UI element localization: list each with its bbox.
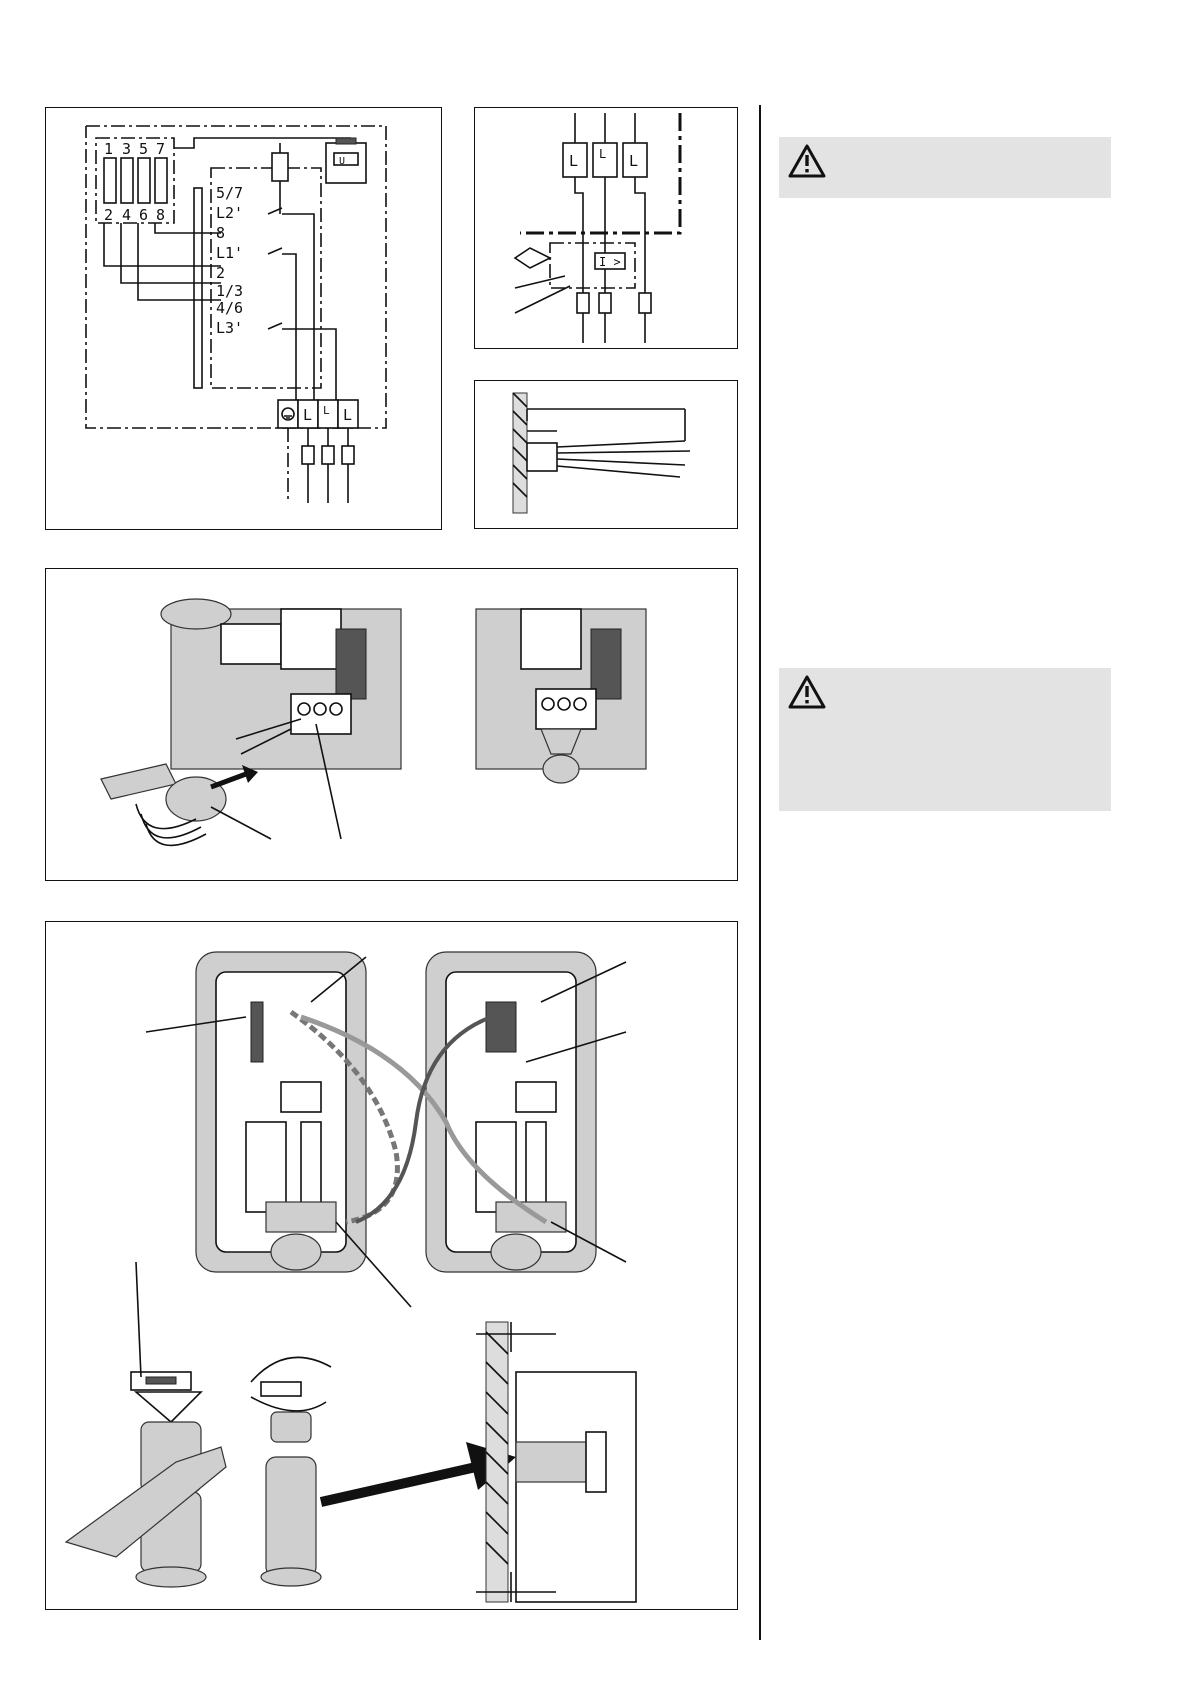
warning-triangle-icon bbox=[787, 674, 827, 714]
terminal-l-c: L bbox=[343, 406, 353, 424]
terminal-1-3: 1/3 bbox=[216, 282, 244, 300]
terminal-l2: L2' bbox=[216, 204, 244, 222]
terminal-l-b: L bbox=[323, 404, 330, 417]
relay-label: I > bbox=[599, 255, 621, 269]
terminal-l3: L3' bbox=[216, 319, 244, 337]
top-number-3: 3 bbox=[122, 140, 132, 158]
cable-routing-panel bbox=[45, 921, 738, 1610]
mains-terminal-block bbox=[278, 400, 358, 428]
device-front-left bbox=[196, 952, 366, 1272]
terminal-l1: L1' bbox=[216, 244, 244, 262]
cable-strip-panel bbox=[474, 380, 738, 529]
wiring-diagram bbox=[46, 108, 443, 531]
device-front-right bbox=[426, 952, 596, 1272]
supply-diagram bbox=[475, 108, 739, 350]
column-separator bbox=[759, 105, 761, 1640]
controller-label: U bbox=[339, 156, 346, 167]
warning-triangle-icon bbox=[787, 143, 827, 183]
wall-section bbox=[476, 1322, 636, 1602]
terminal-4-6: 4/6 bbox=[216, 299, 244, 317]
bottom-number-4: 4 bbox=[122, 206, 132, 224]
warning-box-1 bbox=[779, 137, 1111, 198]
cable-strip-drawing bbox=[475, 381, 739, 530]
grommet-left bbox=[101, 764, 226, 845]
bottom-number-2: 2 bbox=[104, 206, 114, 224]
terminal-2: 2 bbox=[216, 264, 226, 282]
heating-elements bbox=[104, 158, 167, 203]
wiring-diagram-panel bbox=[45, 107, 442, 530]
bottom-number-6: 6 bbox=[139, 206, 149, 224]
terminal-l-a: L bbox=[303, 406, 313, 424]
top-number-1: 1 bbox=[104, 140, 114, 158]
terminal-mounting-drawing bbox=[46, 569, 739, 882]
device-open-left bbox=[161, 599, 401, 769]
grommet-trim bbox=[66, 1262, 226, 1587]
bottom-number-8: 8 bbox=[156, 206, 166, 224]
supply-terminal-l-c: L bbox=[629, 152, 639, 170]
grommet-prepared bbox=[251, 1357, 331, 1586]
supply-terminal-l-b: L bbox=[599, 147, 607, 161]
terminal-8: 8 bbox=[216, 224, 226, 242]
terminal-mounting-panel bbox=[45, 568, 738, 881]
warning-box-2 bbox=[779, 668, 1111, 811]
supply-terminal-l-a: L bbox=[569, 152, 579, 170]
top-number-7: 7 bbox=[156, 140, 166, 158]
cable-routing-drawing bbox=[46, 922, 739, 1611]
supply-diagram-panel bbox=[474, 107, 738, 349]
terminal-5-7: 5/7 bbox=[216, 184, 244, 202]
device-open-right bbox=[476, 609, 646, 783]
top-number-5: 5 bbox=[139, 140, 149, 158]
